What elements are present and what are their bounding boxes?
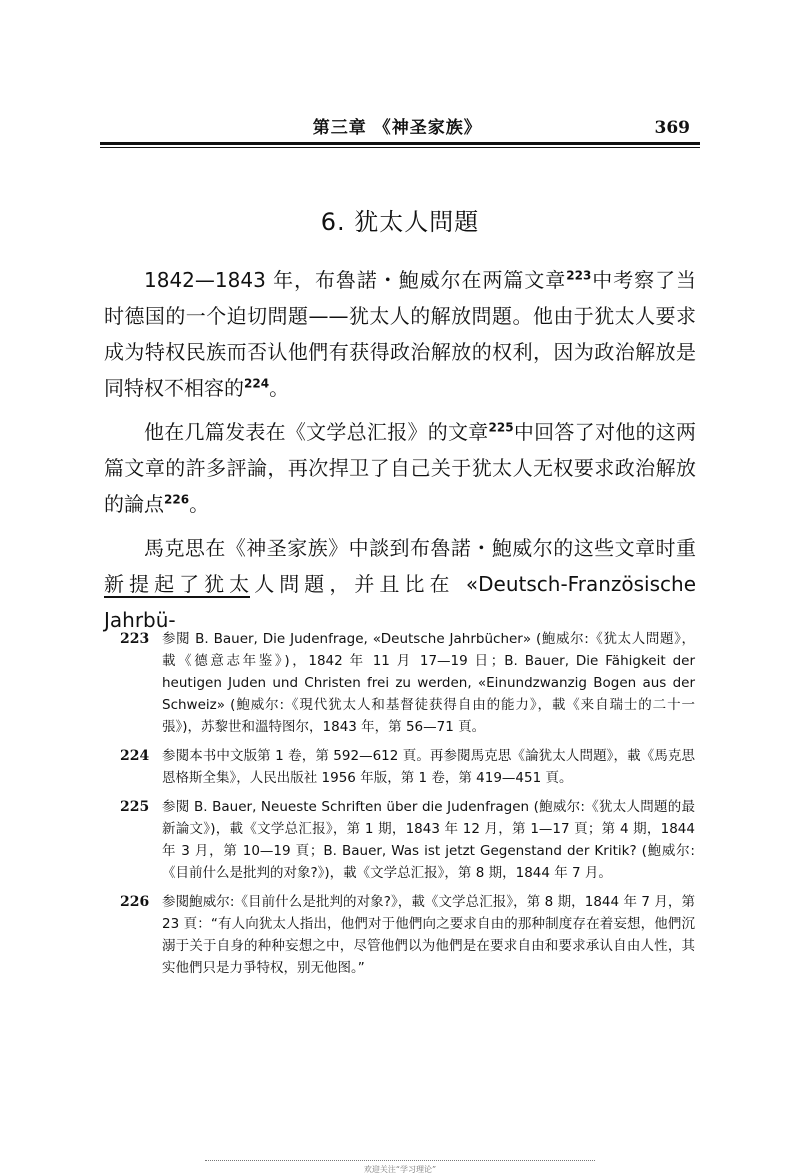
footnote-item xyxy=(120,796,695,884)
footnote-ref: 224 xyxy=(244,376,270,391)
footnote-text: 参閱 B. Bauer, Die Judenfrage, «Deutsche Jahrbücher» (鮑威尔:《犹太人問題》，載《德意志年鉴》)，1842 年 11 月 17—19 日；B. Bauer, Die Fähigkeit der heutigen Juden und Christen frei zu werden, «Einundzwanzig Bogen aus der Schweiz» (鮑威尔:《現代犹太人和基督徒获得自由的能力》，載《来自瑞士的二十一張》)，苏黎世和溫特图尔，1843 年，第 56—71 頁。 xyxy=(162,631,695,735)
footnotes xyxy=(120,628,695,986)
page-number: 369 xyxy=(654,118,690,138)
footnote-number: 226 xyxy=(120,894,150,910)
paragraph-3: 馬克思在《神圣家族》中談到布魯諾・鮑威尔的这些文章时重新提起了犹太人問題，并且比在 «Deutsch-Französische Jahrbü- xyxy=(104,536,696,632)
section-title: 6. 犹太人問題 xyxy=(320,208,480,236)
body-text xyxy=(104,262,696,646)
footnote-text: 参閱鮑威尔:《目前什么是批判的对象?》，載《文学总汇报》，第 8 期，1844 年 7 月，第 23 頁：“有人向犹太人指出，他們对于他們向之要求自由的那种制度存在着妄想，他們沉溺于关于自身的种种妄想之中，尽管他們以为他們是在要求自由和要求承认自由人性，其实他們只是力爭特权，别无他图。” xyxy=(162,894,695,976)
header-rule-thin xyxy=(100,147,700,148)
page-header xyxy=(100,112,700,138)
footnote-item xyxy=(120,891,695,979)
footnote-text: 参閱本书中文版第 1 卷，第 592—612 頁。再参閱馬克思《論犹太人問題》，載《馬克思恩格斯全集》，人民出版社 1956 年版，第 1 卷，第 419—451 頁。 xyxy=(162,748,695,786)
paragraph-1: 1842—1843 年，布魯諾・鮑威尔在两篇文章$^{223}$中考察了当时德国的一个迫切問題——犹太人的解放問題。他由于犹太人要求成为特权民族而否认他們有获得政治解放的权利，因为政治解放是同特权不相容的$^{224}$。 xyxy=(104,268,697,400)
footnote-number: 223 xyxy=(120,631,150,647)
footnote-number: 224 xyxy=(120,748,150,764)
footnote-divider xyxy=(104,596,250,598)
footnote-number: 225 xyxy=(120,799,150,815)
bottom-rule xyxy=(205,1160,595,1161)
header-rule xyxy=(100,142,700,145)
footnote-ref: 226 xyxy=(164,492,190,507)
footnote-item xyxy=(120,628,695,738)
paragraph-2: 他在几篇发表在《文学总汇报》的文章$^{225}$中回答了对他的这两篇文章的許多評論，再次捍卫了自己关于犹太人无权要求政治解放的論点$^{226}$。 xyxy=(104,420,697,516)
footnote-text: 参閱 B. Bauer, Neueste Schriften über die Judenfragen (鮑威尔:《犹太人問題的最新論文》)，載《文学总汇报》，第 1 期，1843 年 12 月，第 1—17 頁；第 4 期，1844 年 3 月，第 10—19 頁；B. Bauer, Was ist jetzt Gegenstand der Kritik? (鮑威尔:《目前什么是批判的对象?》)，載《文学总汇报》，第 8 期，1844 年 7 月。 xyxy=(162,799,695,881)
running-title: 第三章 《神圣家族》 xyxy=(312,118,482,138)
footnote-item xyxy=(120,745,695,789)
watermark: 欢迎关注“学习理论” xyxy=(363,1165,437,1174)
footnote-ref: 223 xyxy=(566,268,592,283)
footnote-ref: 225 xyxy=(488,420,514,435)
